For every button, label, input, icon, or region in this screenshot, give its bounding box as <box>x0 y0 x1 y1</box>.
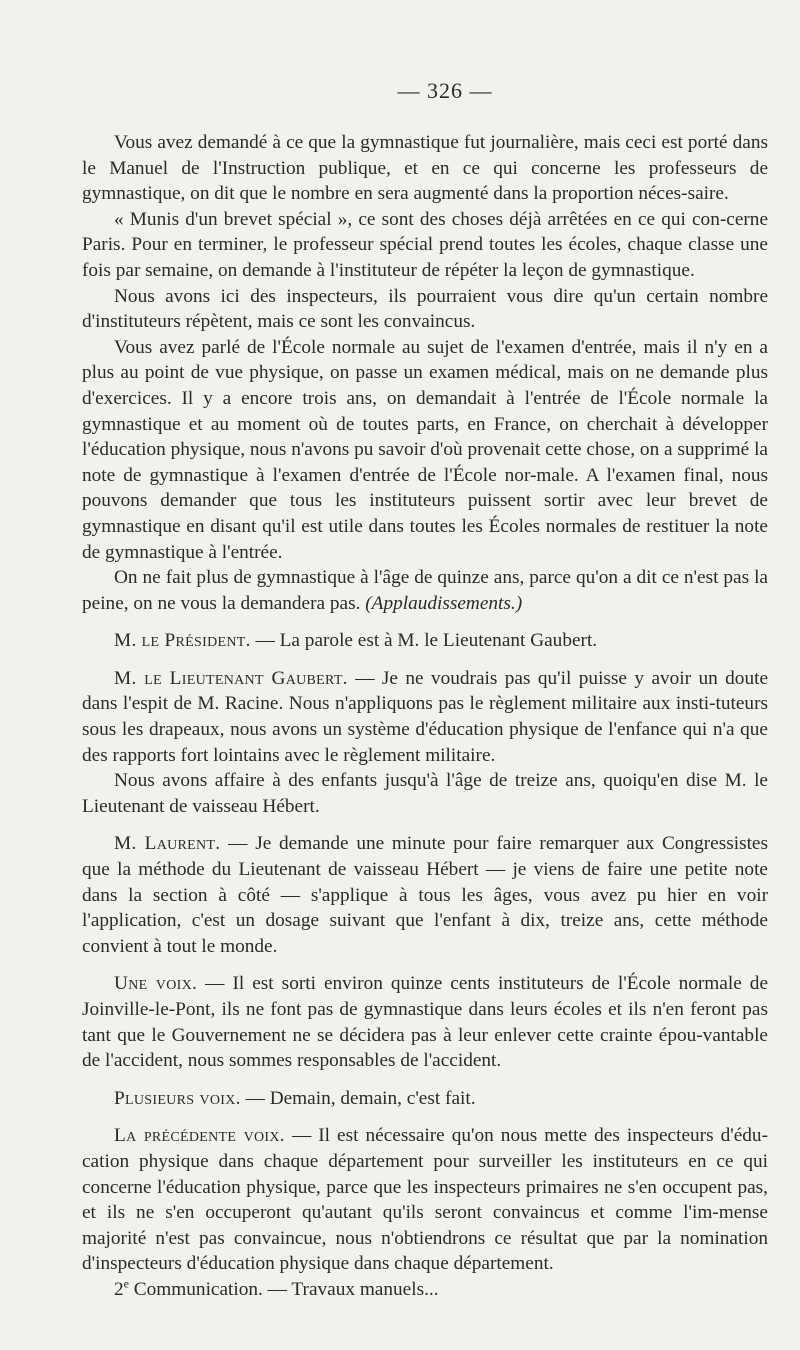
paragraph-inspectors <box>82 284 768 335</box>
paragraph-text: — Je demande une minute pour faire remarquer aux Congressistes que la méthode du Lieutenant de vaisseau Hébert — je viens de faire une petite note dans la section à côté — s'applique à tous les âges, vous avez pu hier en voir l'application, c'est un dosage suivant que l'enfant à dix, treize ans, cette méthode convient à tout le monde. <box>82 833 768 957</box>
paragraph-text: Vous avez demandé à ce que la gymnastique fut journalière, mais ceci est porté dans le Manuel de l'Instruction publique, et en ce qui concerne les professeurs de gymnastique, on dit que le nombre en sera augmenté dans la proportion néces-saire. <box>82 132 768 205</box>
paragraph-plusieurs-voix <box>82 1086 768 1112</box>
speaker-name: Plusieurs voix. <box>114 1087 241 1109</box>
page-number: — 326 — <box>397 78 493 103</box>
paragraph-text: Communication. — Travaux manuels... <box>133 1278 439 1300</box>
speaker-name: Une voix. <box>114 973 198 995</box>
paragraph-hebert-age <box>82 768 768 819</box>
document-page <box>82 78 768 1303</box>
paragraph-text: Nous avons affaire à des enfants jusqu'à l'âge de treize ans, quoiqu'en dise M. le Lieutenant de vaisseau Hébert. <box>82 770 768 817</box>
paragraph-text: Nous avons ici des inspecteurs, ils pourraient vous dire qu'un certain nombre d'instituteurs répètent, mais ce sont les convaincus. <box>82 285 768 333</box>
paragraph-text: Vous avez parlé de l'École normale au sujet de l'examen d'entrée, mais il n'y en a plus au point de vue physique, on passe un examen médical, mais on ne demande plus d'exercices. Il y a encore trois ans, on demandait à l'entrée de l'École normale la gymnastique et au moment où de toutes parts, en France, on cherchait à développer l'éducation physique, nous n'avons pu savoir d'où provenait cette chose, on a supprimé la note de gymnastique à l'examen d'entrée de l'École nor-male. A l'examen final, nous pouvons demander que tous les instituteurs puissent sortir avec leur brevet de gymnastique en disant qu'il est utile dans toutes les Écoles normales de restituer la note de gymnastique à l'entrée. <box>82 336 768 563</box>
paragraph-text: — La parole est à M. le Lieutenant Gaubert. <box>255 630 598 652</box>
paragraph-text: « Munis d'un brevet spécial », ce sont des choses déjà arrêtées en ce qui con-cerne Paris. Pour en terminer, le professeur spécial prend toutes les écoles, chaque classe une fois par semaine, on demande à l'instituteur de répéter la leçon de gymnastique. <box>82 208 768 281</box>
speaker-name: M. le Président. <box>114 630 251 652</box>
paragraph-fifteen-years <box>82 565 768 616</box>
ordinal-suffix: e <box>123 1276 129 1291</box>
paragraph-communication <box>82 1277 768 1303</box>
paragraph-gaubert <box>82 666 768 768</box>
paragraph-special-certificate <box>82 207 768 284</box>
paragraph-une-voix <box>82 971 768 1073</box>
paragraph-text: — Il est nécessaire qu'on nous mette des inspecteurs d'édu-cation physique dans chaque département pour surveiller les instituteurs en ce qui concerne l'éducation physique, parce que les inspecteurs primaires ne s'en occupent pas, et ils ne s'en occuperont qu'autant qu'ils seront convaincus et comme l'im-mense majorité n'est pas convaincue, nous n'obtiendrons ce résultat que par la nomination d'inspecteurs d'éducation physique dans chaque département. <box>82 1125 768 1275</box>
paragraph-ecole-normale <box>82 335 768 565</box>
paragraph-gymnastics-daily <box>82 130 768 207</box>
speaker-name: M. le Lieutenant Gaubert. <box>114 667 348 689</box>
speaker-name: M. Laurent. <box>114 833 221 855</box>
paragraph-text: — Je ne voudrais pas qu'il puisse y avoir un doute dans l'espit de M. Racine. Nous n'appliquons pas le règlement militaire aux insti-tuteurs sous les drapeaux, nous avons un système d'éducation physique de l'enfance qui n'a que des rapports fort lointains avec le règlement militaire. <box>82 667 768 766</box>
paragraph-text: On ne fait plus de gymnastique à l'âge de quinze ans, parce qu'on a dit ce n'est pas la peine, on ne vous la demandera pas. <box>82 567 768 614</box>
paragraph-text: — Demain, demain, c'est fait. <box>245 1087 476 1109</box>
paragraph-laurent <box>82 831 768 959</box>
communication-number: 2 <box>114 1278 124 1300</box>
paragraph-text: — Il est sorti environ quinze cents instituteurs de l'École normale de Joinville-le-Pont, ils ne font pas de gymnastique dans leurs écoles et ils n'en feront pas tant que le Gouvernement ne se décidera pas à leur enlever cette crainte épou-vantable de l'accident, nous sommes responsables de l'accident. <box>82 973 768 1072</box>
paragraph-president <box>82 628 768 654</box>
applause-note: (Applaudissements.) <box>365 592 523 614</box>
speaker-name: La précédente voix. <box>114 1125 285 1147</box>
paragraph-precedente-voix <box>82 1123 768 1277</box>
